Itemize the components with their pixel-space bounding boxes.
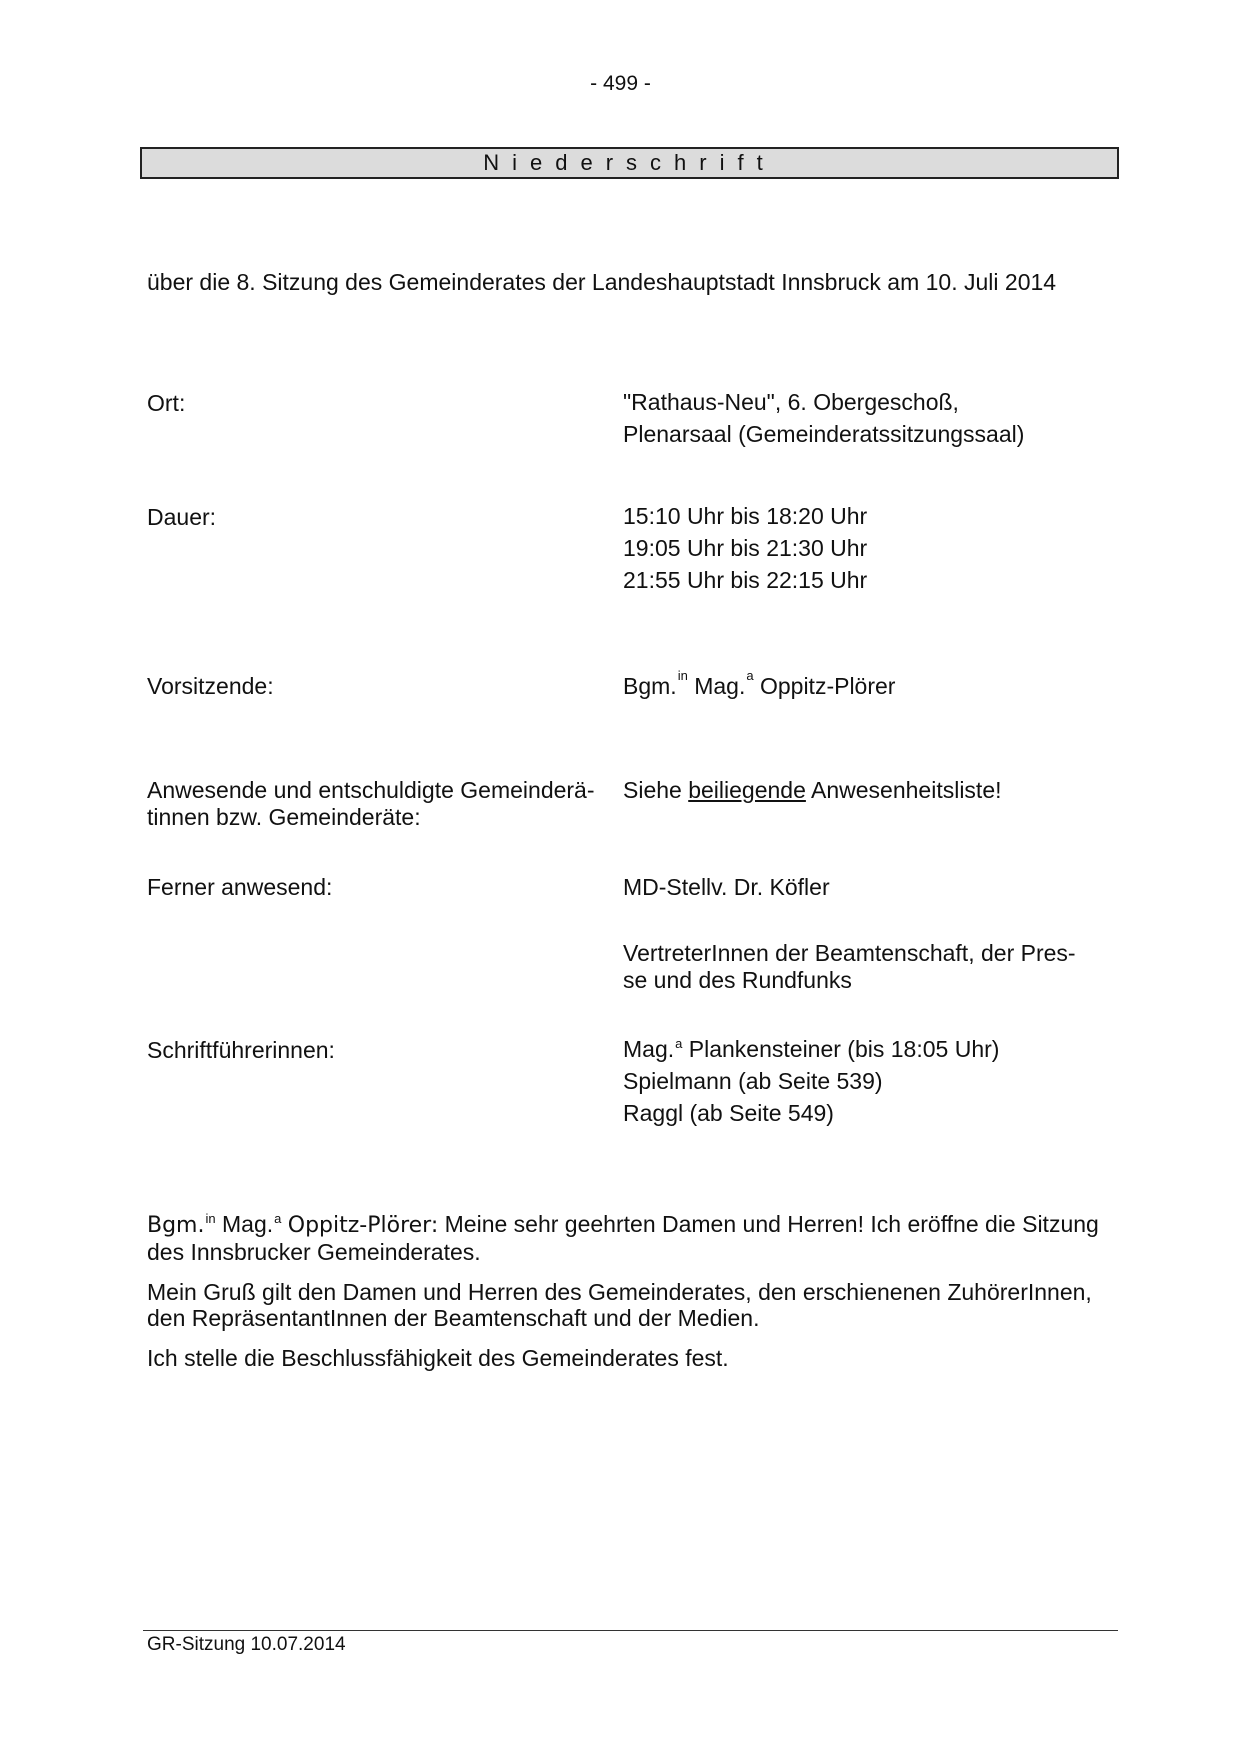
- vorsitz-value: [623, 668, 1103, 700]
- ort-value: [623, 386, 1103, 450]
- anwesende-value: [623, 777, 1103, 804]
- title-mag: Mag.: [694, 673, 746, 699]
- schrift-value: [623, 1033, 1103, 1129]
- schrift-line: [623, 1033, 1103, 1065]
- ferner-label: Ferner anwesend:: [147, 874, 333, 900]
- dauer-line: 21:55 Uhr bis 22:15 Uhr: [623, 567, 868, 593]
- schrift-line: Spielmann (ab Seite 539): [623, 1068, 883, 1094]
- schrift-label: Schriftführerinnen:: [147, 1037, 335, 1063]
- title-mag: Mag.: [623, 1036, 675, 1062]
- vorsitz-label: Vorsitzende:: [147, 673, 274, 699]
- schrift-line: Raggl (ab Seite 549): [623, 1100, 834, 1126]
- person-name: Oppitz-Plörer: [759, 673, 896, 699]
- anwesende-label-line: tinnen bzw. Gemeinderäte:: [147, 804, 421, 830]
- title-superscript: a: [746, 668, 754, 683]
- document-title: Niederschrift: [140, 147, 1119, 179]
- ort-line: "Rathaus-Neu", 6. Obergeschoß,: [623, 389, 959, 415]
- dauer-line: 15:10 Uhr bis 18:20 Uhr: [623, 503, 868, 529]
- speech-paragraph: Ich stelle die Beschlussfähigkeit des Gemeinderates fest.: [147, 1345, 729, 1371]
- ferner-vertreter-line: se und des Rundfunks: [623, 967, 852, 993]
- ferner-line: MD-Stellv. Dr. Köfler: [623, 874, 830, 900]
- footer-text: GR-Sitzung 10.07.2014: [147, 1634, 346, 1655]
- speaker-name: Oppitz-Plörer:: [287, 1213, 439, 1238]
- anwesende-label-line: Anwesende und entschuldigte Gemeinderä-: [147, 777, 595, 803]
- underlined-word: beiliegende: [688, 777, 806, 803]
- anwesende-label: [147, 777, 617, 831]
- dauer-line: 19:05 Uhr bis 21:30 Uhr: [623, 535, 868, 561]
- speech-text: Meine sehr geehrten Damen und Herren! Ich eröffne die Sitzung des Innsbrucker Gemeinderates.: [147, 1211, 1099, 1265]
- dauer-label: Dauer:: [147, 504, 217, 530]
- ort-line: Plenarsaal (Gemeinderatssitzungssaal): [623, 421, 1025, 447]
- title-superscript: a: [675, 1036, 683, 1051]
- ferner-vertreter-line: VertreterInnen der Beamtenschaft, der Pres-: [623, 940, 1076, 966]
- speech-paragraph: Mein Gruß gilt den Damen und Herren des Gemeinderates, den erschienenen ZuhörerInnen, den RepräsentantInnen der Beamtenschaft und der Medien.: [147, 1279, 1092, 1331]
- speaker-bgm: Bgm.: [147, 1213, 205, 1238]
- title-bgm: Bgm.: [623, 673, 677, 699]
- speaker-mag: Mag.: [222, 1211, 274, 1237]
- footer-divider: [143, 1630, 1118, 1631]
- dauer-value: [623, 500, 1103, 596]
- anwesende-text: Siehe: [623, 777, 682, 803]
- ort-label: Ort:: [147, 390, 186, 416]
- speech-paragraph: [147, 1211, 1107, 1265]
- page-number: - 499 -: [590, 72, 651, 95]
- title-superscript: in: [205, 1211, 216, 1226]
- schrift-name: Plankensteiner (bis 18:05 Uhr): [688, 1036, 1000, 1062]
- title-superscript: a: [274, 1211, 282, 1226]
- intro-text: über die 8. Sitzung des Gemeinderates der Landeshauptstadt Innsbruck am 10. Juli 2014: [147, 269, 1057, 295]
- anwesende-text: Anwesenheitsliste!: [811, 777, 1002, 803]
- title-superscript: in: [677, 668, 688, 683]
- ferner-vertreter: [623, 940, 1103, 994]
- speech-block: [147, 1211, 1107, 1385]
